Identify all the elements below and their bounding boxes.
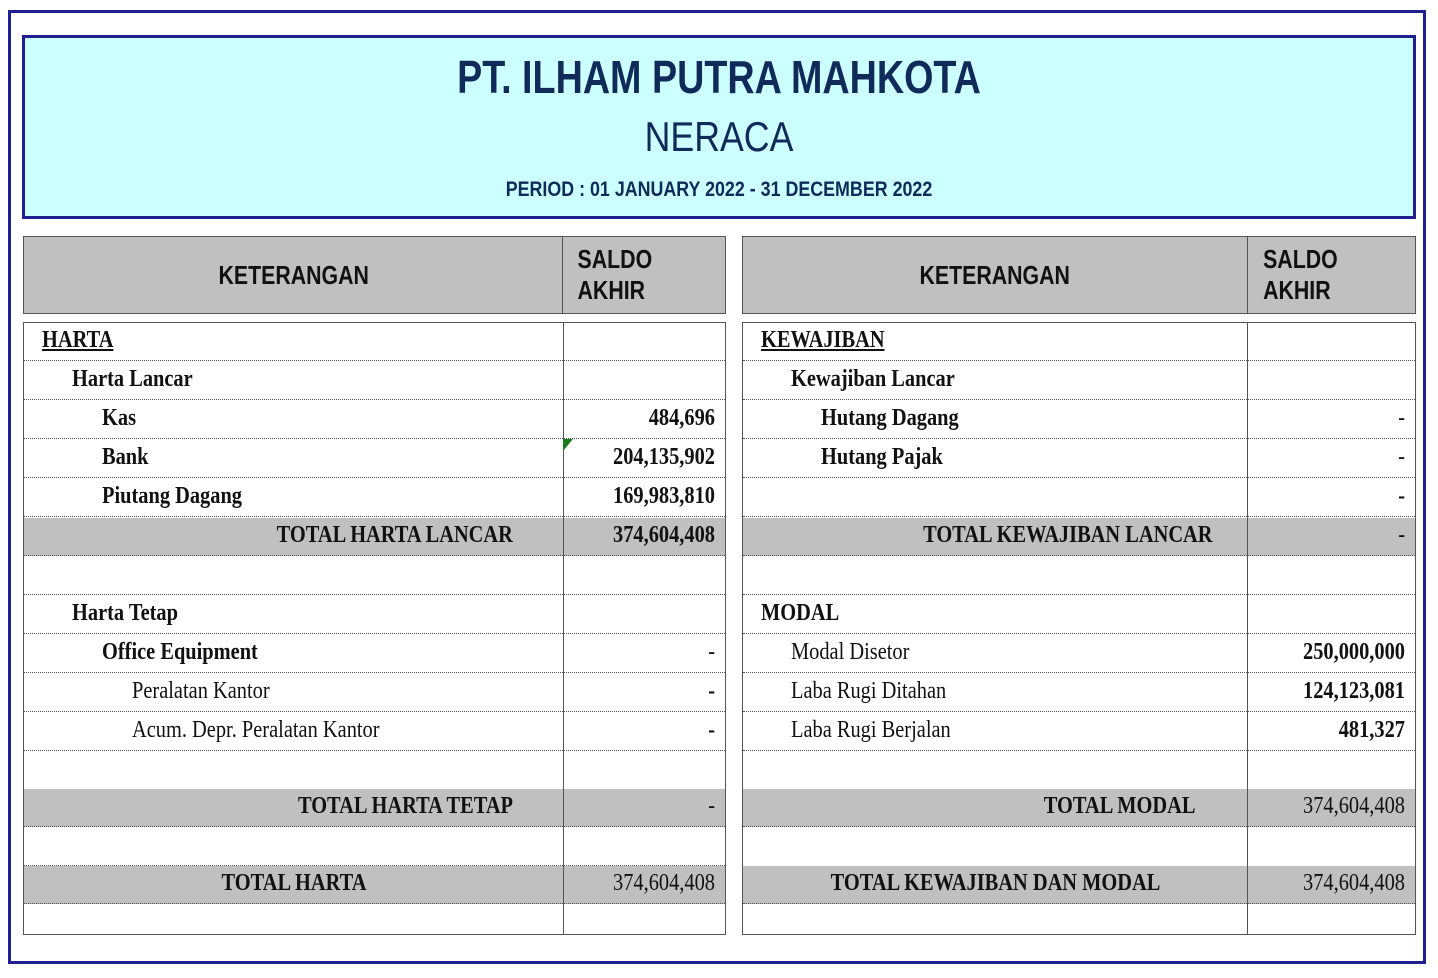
table-row bbox=[24, 440, 725, 478]
section-kewajiban: KEWAJIBAN bbox=[761, 327, 885, 353]
table-row bbox=[24, 362, 725, 400]
row-label: Bank bbox=[102, 444, 149, 470]
left-table-header bbox=[23, 236, 726, 314]
total-row bbox=[24, 789, 725, 827]
company-name: PT. ILHAM PUTRA MAHKOTA bbox=[457, 51, 981, 103]
row-value: 169,983,810 bbox=[613, 483, 715, 509]
row-value: 204,135,902 bbox=[613, 444, 715, 470]
total-label: TOTAL HARTA LANCAR bbox=[276, 522, 513, 548]
grand-total-row bbox=[24, 866, 725, 904]
row-value: - bbox=[1398, 405, 1405, 431]
row-label: Laba Rugi Ditahan bbox=[791, 678, 947, 704]
total-value: - bbox=[708, 793, 715, 819]
table-row bbox=[743, 828, 1415, 866]
table-row bbox=[743, 635, 1415, 673]
row-value: - bbox=[1398, 444, 1405, 470]
table-row bbox=[24, 596, 725, 634]
total-label: TOTAL HARTA TETAP bbox=[297, 793, 513, 819]
total-row bbox=[24, 518, 725, 556]
table-row bbox=[743, 362, 1415, 400]
total-label: TOTAL KEWAJIBAN LANCAR bbox=[923, 522, 1213, 548]
table-row bbox=[24, 713, 725, 751]
grand-total-value: 374,604,408 bbox=[1303, 870, 1405, 896]
table-row bbox=[24, 752, 725, 790]
table-row bbox=[743, 596, 1415, 634]
row-label: Hutang Dagang bbox=[821, 405, 959, 431]
row-value: - bbox=[708, 717, 715, 743]
table-row bbox=[743, 674, 1415, 712]
right-table-body bbox=[742, 322, 1416, 935]
table-row bbox=[743, 557, 1415, 595]
group-harta-lancar: Harta Lancar bbox=[72, 366, 193, 392]
table-row bbox=[743, 440, 1415, 478]
left-table-body bbox=[23, 322, 726, 935]
total-value: - bbox=[1398, 522, 1405, 548]
table-row bbox=[743, 713, 1415, 751]
row-value: - bbox=[708, 678, 715, 704]
column-divider bbox=[1247, 323, 1248, 934]
row-label: Laba Rugi Berjalan bbox=[791, 717, 951, 743]
row-label: Peralatan Kantor bbox=[132, 678, 270, 704]
right-col-keterangan: KETERANGAN bbox=[743, 237, 1248, 313]
row-label: Modal Disetor bbox=[791, 639, 910, 665]
row-label: Office Equipment bbox=[102, 639, 258, 665]
group-kewajiban-lancar: Kewajiban Lancar bbox=[791, 366, 955, 392]
total-row bbox=[743, 518, 1415, 556]
table-row bbox=[743, 752, 1415, 790]
row-label: Hutang Pajak bbox=[821, 444, 943, 470]
column-divider bbox=[563, 323, 564, 934]
row-value: - bbox=[708, 639, 715, 665]
grand-total-value: 374,604,408 bbox=[613, 870, 715, 896]
grand-total-row bbox=[743, 866, 1415, 904]
table-row bbox=[24, 635, 725, 673]
right-col-saldo: SALDO AKHIR bbox=[1262, 244, 1338, 305]
row-label: Acum. Depr. Peralatan Kantor bbox=[132, 717, 380, 743]
left-col-saldo: SALDO AKHIR bbox=[578, 244, 653, 305]
total-value: 374,604,408 bbox=[1303, 793, 1405, 819]
section-modal: MODAL bbox=[761, 600, 840, 626]
report-period: PERIOD : 01 JANUARY 2022 - 31 DECEMBER 2022 bbox=[505, 178, 933, 201]
table-row bbox=[743, 323, 1415, 361]
total-row bbox=[743, 789, 1415, 827]
cell-comment-marker bbox=[563, 439, 573, 451]
row-value: - bbox=[1398, 483, 1405, 509]
table-row bbox=[24, 557, 725, 595]
report-header bbox=[22, 35, 1416, 219]
total-label: TOTAL MODAL bbox=[1043, 793, 1195, 819]
row-value: 250,000,000 bbox=[1303, 639, 1405, 665]
group-harta-tetap: Harta Tetap bbox=[72, 600, 178, 626]
row-value: 484,696 bbox=[648, 405, 715, 431]
section-harta: HARTA bbox=[42, 327, 114, 353]
report-title: NERACA bbox=[644, 113, 794, 160]
left-col-keterangan: KETERANGAN bbox=[24, 237, 563, 313]
row-label: Kas bbox=[102, 405, 137, 431]
table-row bbox=[24, 674, 725, 712]
table-row bbox=[743, 479, 1415, 517]
table-row bbox=[743, 401, 1415, 439]
grand-total-label: TOTAL HARTA bbox=[221, 870, 367, 896]
row-value: 481,327 bbox=[1338, 717, 1405, 743]
total-value: 374,604,408 bbox=[613, 522, 715, 548]
row-value: 124,123,081 bbox=[1303, 678, 1405, 704]
row-label: Piutang Dagang bbox=[102, 483, 242, 509]
table-row bbox=[24, 323, 725, 361]
table-row bbox=[24, 479, 725, 517]
right-table-header bbox=[742, 236, 1416, 314]
table-row bbox=[24, 401, 725, 439]
table-row bbox=[24, 828, 725, 866]
grand-total-label: TOTAL KEWAJIBAN DAN MODAL bbox=[830, 870, 1161, 896]
